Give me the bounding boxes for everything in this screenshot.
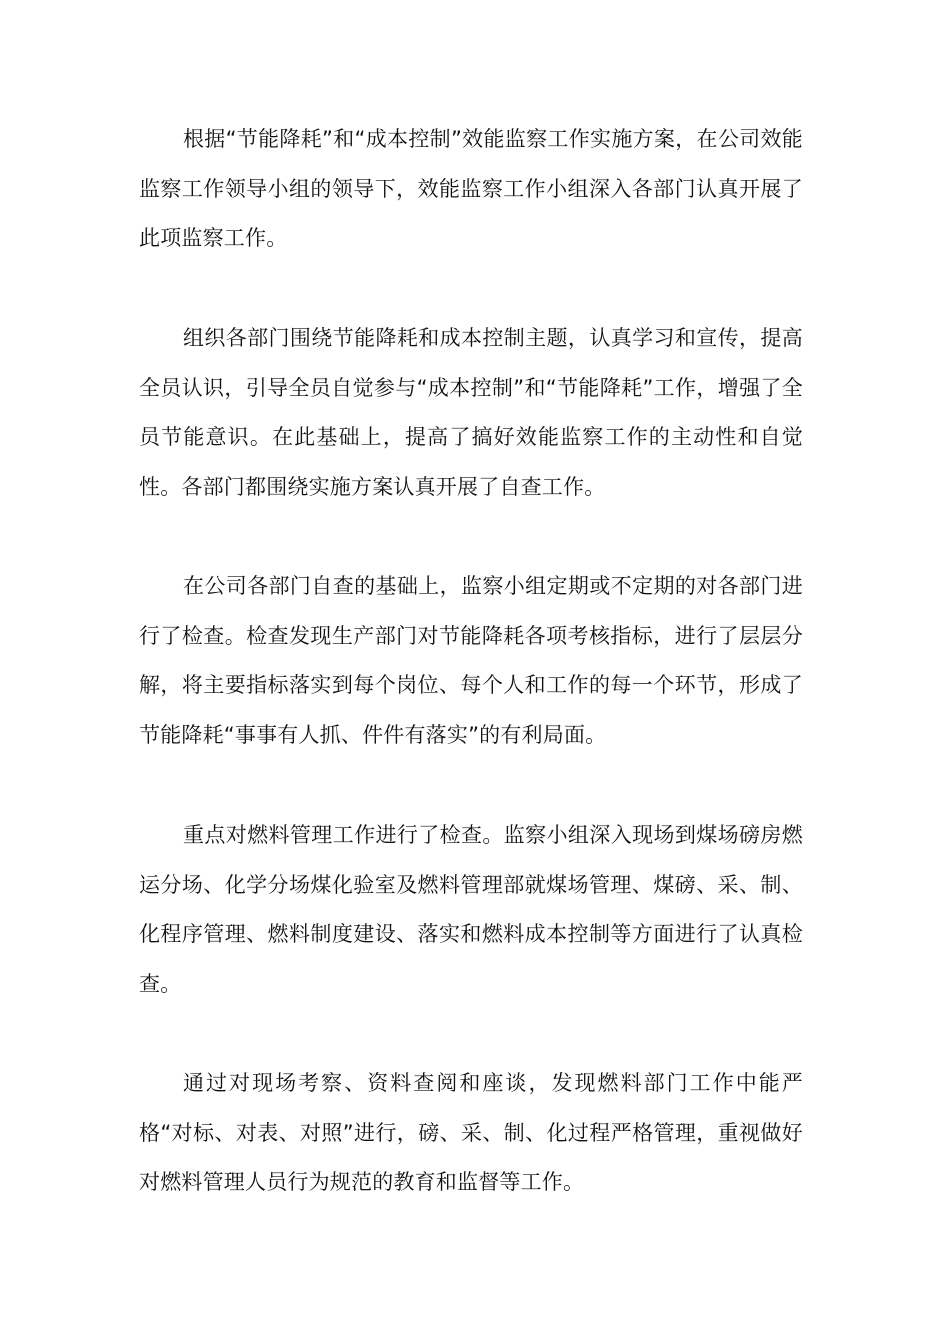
paragraph-3: 在公司各部门自查的基础上，监察小组定期或不定期的对各部门进行了检查。检查发现生产部门对节能降耗各项考核指标，进行了层层分解，将主要指标落实到每个岗位、每个人和工作的每一个环节，形成了节能降耗“事事有人抓、件件有落实”的有利局面。 bbox=[139, 574, 803, 747]
paragraph-4: 重点对燃料管理工作进行了检查。监察小组深入现场到煤场磅房燃运分场、化学分场煤化验室及燃料管理部就煤场管理、煤磅、采、制、化程序管理、燃料制度建设、落实和燃料成本控制等方面进行了认真检查。 bbox=[139, 823, 803, 996]
paragraph-5: 通过对现场考察、资料查阅和座谈，发现燃料部门工作中能严格“对标、对表、对照”进行，磅、采、制、化过程严格管理，重视做好对燃料管理人员行为规范的教育和监督等工作。 bbox=[139, 1071, 803, 1194]
paragraph-2: 组织各部门围绕节能降耗和成本控制主题，认真学习和宣传，提高全员认识，引导全员自觉参与“成本控制”和“节能降耗”工作，增强了全员节能意识。在此基础上，提高了搞好效能监察工作的主动性和自觉性。各部门都围绕实施方案认真开展了自查工作。 bbox=[139, 326, 803, 499]
paragraph-1: 根据“节能降耗”和“成本控制”效能监察工作实施方案，在公司效能监察工作领导小组的领导下，效能监察工作小组深入各部门认真开展了此项监察工作。 bbox=[139, 127, 803, 250]
